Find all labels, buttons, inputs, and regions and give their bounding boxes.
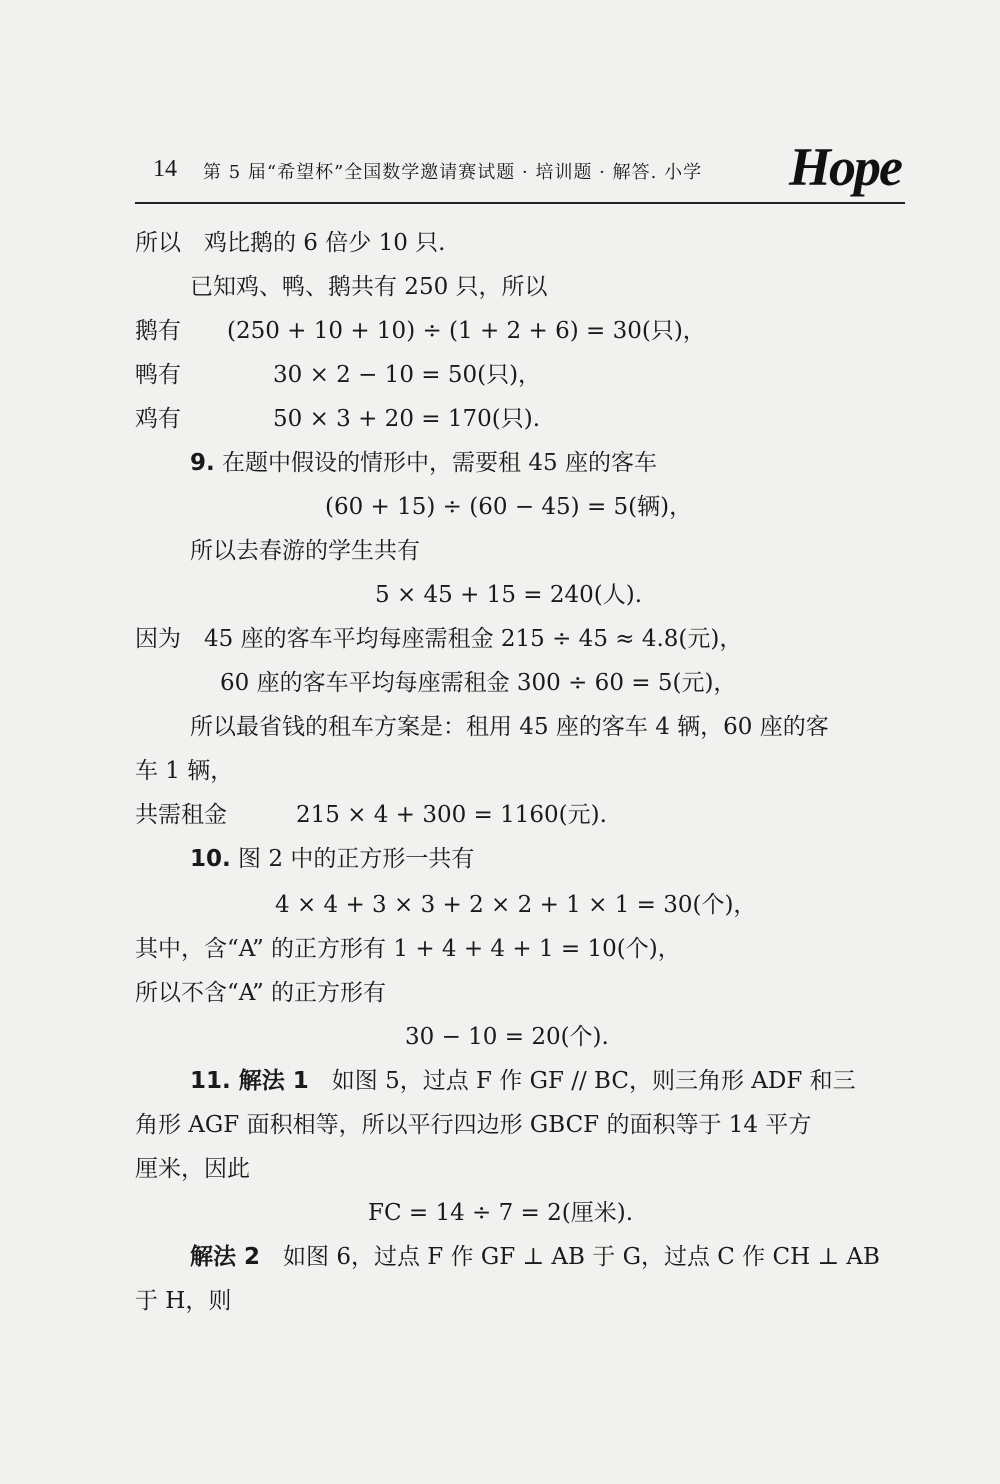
text-line: 因为 45 座的客车平均每座需租金 215 ÷ 45 ≈ 4.8(元)，: [135, 626, 743, 652]
text-line: 所以 鸡比鹅的 6 倍少 10 只.: [135, 230, 446, 256]
text-line: 车 1 辆，: [135, 758, 234, 784]
problem-number: 11. 解法 1: [190, 1068, 309, 1094]
text-line: 所以不含“A” 的正方形有: [135, 980, 387, 1006]
equation-line: 4 × 4 + 3 × 3 + 2 × 2 + 1 × 1 = 30(个)，: [275, 892, 757, 918]
text-line: 厘米，因此: [135, 1156, 250, 1182]
problem-10-line: 10. 图 2 中的正方形一共有: [190, 846, 475, 872]
text-line: 所以去春游的学生共有: [190, 538, 420, 564]
page-number: 14: [153, 156, 177, 182]
text-line: 于 H，则: [135, 1288, 232, 1314]
problem-number: 9.: [190, 450, 215, 476]
text-line: 所以最省钱的租车方案是：租用 45 座的客车 4 辆，60 座的客: [190, 714, 829, 740]
method-label: 解法 2: [190, 1244, 261, 1270]
page-header: [135, 132, 905, 204]
equation-line: 5 × 45 + 15 = 240(人).: [375, 582, 643, 608]
text-line: 其中，含“A” 的正方形有 1 + 4 + 4 + 1 = 10(个)，: [135, 936, 681, 962]
text-line: 60 座的客车平均每座需租金 300 ÷ 60 = 5(元)，: [220, 670, 737, 696]
text-line: 鹅有 (250 + 10 + 10) ÷ (1 + 2 + 6) = 30(只)，: [135, 318, 706, 344]
text-line: 已知鸡、鸭、鹅共有 250 只，所以: [190, 274, 548, 300]
text-line: 鸭有 30 × 2 − 10 = 50(只)，: [135, 362, 542, 388]
header-title: 第 5 届“希望杯”全国数学邀请赛试题 · 培训题 · 解答. 小学: [203, 162, 703, 183]
problem-9-line: 9. 在题中假设的情形中，需要租 45 座的客车: [190, 450, 657, 476]
text-line: 角形 AGF 面积相等，所以平行四边形 GBCF 的面积等于 14 平方: [135, 1112, 812, 1138]
method-2-line: 解法 2 如图 6，过点 F 作 GF ⊥ AB 于 G，过点 C 作 CH ⊥ AB: [190, 1244, 880, 1270]
problem-number: 10.: [190, 846, 231, 872]
problem-11-line: 11. 解法 1 如图 5，过点 F 作 GF // BC，则三角形 ADF 和三: [190, 1068, 856, 1094]
hope-logo: Hope: [789, 137, 901, 197]
equation-line: FC = 14 ÷ 7 = 2(厘米).: [368, 1200, 634, 1226]
equation-line: 30 − 10 = 20(个).: [405, 1024, 609, 1050]
equation-line: (60 + 15) ÷ (60 − 45) = 5(辆)，: [325, 494, 693, 520]
text-line: 鸡有 50 × 3 + 20 = 170(只).: [135, 406, 541, 432]
text-line: 共需租金 215 × 4 + 300 = 1160(元).: [135, 802, 607, 828]
